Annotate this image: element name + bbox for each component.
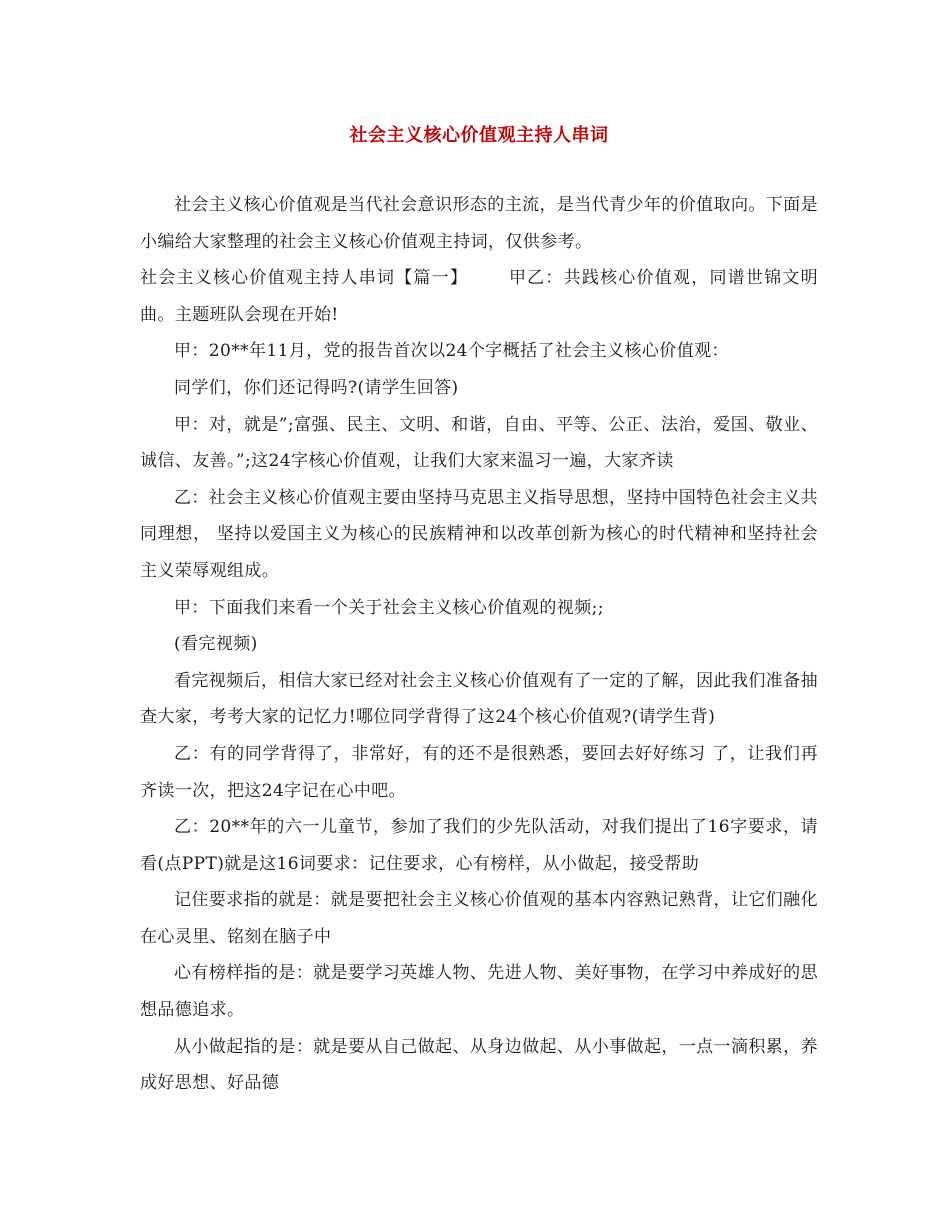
paragraph: 甲：下面我们来看一个关于社会主义核心价值观的视频;; [174,597,604,618]
paragraph: 乙：社会主义核心价值观主要由坚持马克思主义指导思想，坚持中国特色社会主义共同理想， 坚持以爱国主义为核心的民族精神和以改革创新为核心的时代精神和坚持社会主义荣辱观组成。 [140,487,818,581]
paragraph: 同学们，你们还记得吗?(请学生回答) [174,377,459,398]
paragraph: 从小做起指的是：就是要从自己做起、从身边做起、从小事做起，一点一滴积累，养成好思想、好品德 [140,1036,818,1094]
intro-paragraph: 社会主义核心价值观是当代社会意识形态的主流，是当代青少年的价值取向。下面是小编给大家整理的社会主义核心价值观主持词，仅供参考。 [140,195,818,252]
paragraph: (看完视频) [174,634,258,655]
section-first-text: 甲乙：共践核心价值观，同谱世锦文明曲。主题班队会现在开始! [140,268,818,325]
document-title: 社会主义核心价值观主持人串词 [349,125,609,146]
section-heading-line [140,260,818,333]
paragraph: 心有榜样指的是：就是要学习英雄人物、先进人物、美好事物，在学习中养成好的思想品德追求。 [140,963,818,1021]
paragraph: 记住要求指的就是：就是要把社会主义核心价值观的基本内容熟记熟背，让它们融化在心灵里、铭刻在脑子中 [140,890,818,947]
paragraph: 看完视频后，相信大家已经对社会主义核心价值观有了一定的了解，因此我们准备抽查大家，考考大家的记忆力!哪位同学背得了这24个核心价值观?(请学生背) [140,670,818,728]
paragraph: 乙：有的同学背得了，非常好，有的还不是很熟悉，要回去好好练习 了，让我们再齐读一次，把这24字记在心中吧。 [140,743,818,801]
document-body [140,187,818,1102]
paragraph: 甲：20**年11月，党的报告首次以24个字概括了社会主义核心价值观： [174,341,729,362]
paragraph: 甲：对，就是”;富强、民主、文明、和谐，自由、平等、公正、法治，爱国、敬业、诚信、友善。”;这24字核心价值观，让我们大家来温习一遍，大家齐读 [140,414,818,472]
section-heading: 社会主义核心价值观主持人串词【篇一】 [140,268,469,289]
paragraph: 乙：20**年的六一儿童节，参加了我们的少先队活动，对我们提出了16字要求，请看(点PPT)就是这16词要求：记住要求，心有榜样，从小做起，接受帮助 [140,817,818,874]
